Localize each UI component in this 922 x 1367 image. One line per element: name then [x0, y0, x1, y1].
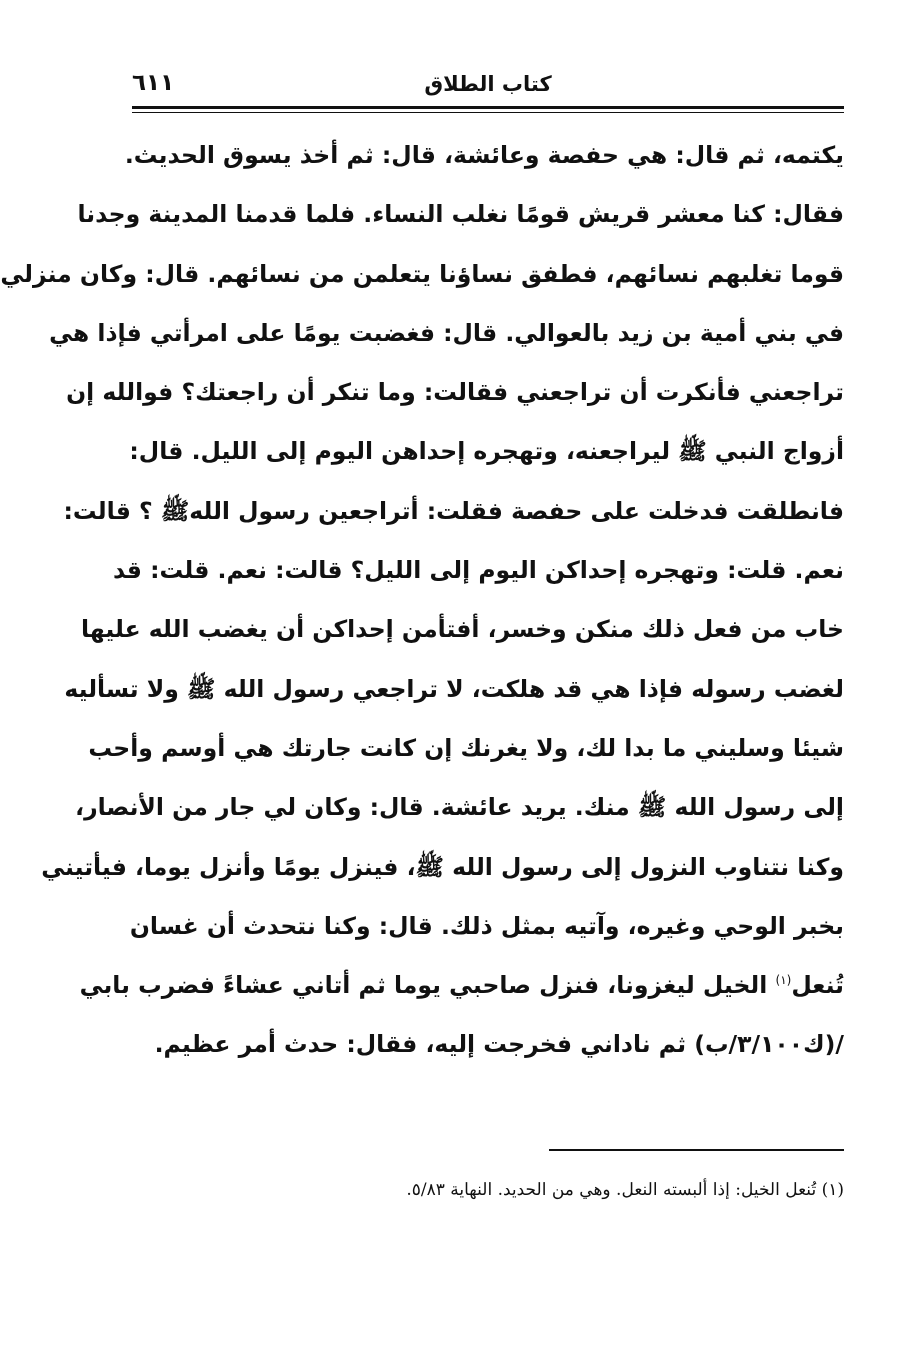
text-line: لغضب رسوله فإذا هي قد هلكت، لا تراجعي رسول الله ﷺ ولا تسأليه: [64, 674, 844, 703]
text-line-with-footnote-ref: [79, 956, 844, 1015]
footnote-reference[interactable]: (١): [775, 973, 792, 988]
page-header: [132, 66, 844, 104]
text-line: فانطلقت فدخلت على حفصة فقلت: أتراجعين رسول اللهﷺ ؟ قالت:: [63, 496, 844, 525]
book-page: [0, 66, 844, 1326]
text-line: بخبر الوحي وغيره، وآتيه بمثل ذلك. قال: وكنا نتحدث أن غسان: [129, 911, 844, 940]
line-segment: تُنعل: [791, 971, 844, 1000]
text-line: خاب من فعل ذلك منكن وخسر، أفتأمن إحداكن أن يغضب الله عليها: [81, 615, 844, 644]
text-line: إلى رسول الله ﷺ منك. يريد عائشة. قال: وكان لي جار من الأنصار،: [75, 793, 844, 822]
text-line: أزواج النبي ﷺ ليراجعنه، وتهجره إحداهن اليوم إلى الليل. قال:: [129, 437, 844, 466]
body-text: [0, 126, 844, 1075]
text-line: قوما تغلبهم نسائهم، فطفق نساؤنا يتعلمن من نسائهم. قال: وكان منزلي: [0, 259, 844, 288]
text-line: شيئا وسليني ما بدا لك، ولا يغرنك إن كانت جارتك هي أوسم وأحب: [88, 733, 844, 762]
text-line: /(ك٣/١٠٠/ب) ثم ناداني فخرجت إليه، فقال: حدث أمر عظيم.: [154, 1030, 844, 1059]
header-rule-thin: [132, 112, 844, 113]
footnote-separator: [549, 1149, 844, 1151]
chapter-title: كتاب الطلاق: [424, 72, 552, 96]
text-line: وكنا نتناوب النزول إلى رسول الله ﷺ، فينزل يومًا وأنزل يوما، فيأتيني: [41, 852, 844, 881]
line-segment: الخيل ليغزونا، فنزل صاحبي يوما ثم أتاني عشاءً فضرب بابي: [79, 971, 776, 1000]
text-line: تراجعني فأنكرت أن تراجعني فقالت: وما تنكر أن راجعتك؟ فوالله إن: [66, 378, 844, 407]
text-line: في بني أمية بن زيد بالعوالي. قال: فغضبت يومًا على امرأتي فإذا هي: [49, 318, 844, 347]
text-line: نعم. قلت: وتهجره إحداكن اليوم إلى الليل؟ قالت: نعم. قلت: قد: [112, 556, 844, 585]
text-line: يكتمه، ثم قال: هي حفصة وعائشة، قال: ثم أخذ يسوق الحديث.: [124, 141, 844, 169]
header-rule-thick: [132, 106, 844, 109]
page-number: ٦١١: [132, 70, 175, 96]
text-line: فقال: كنا معشر قريش قومًا نغلب النساء. فلما قدمنا المدينة وجدنا: [77, 200, 844, 229]
footnote: (١) تُنعل الخيل: إذا ألبسته النعل. وهي من الحديد. النهاية ٥/٨٣.: [406, 1180, 844, 1200]
